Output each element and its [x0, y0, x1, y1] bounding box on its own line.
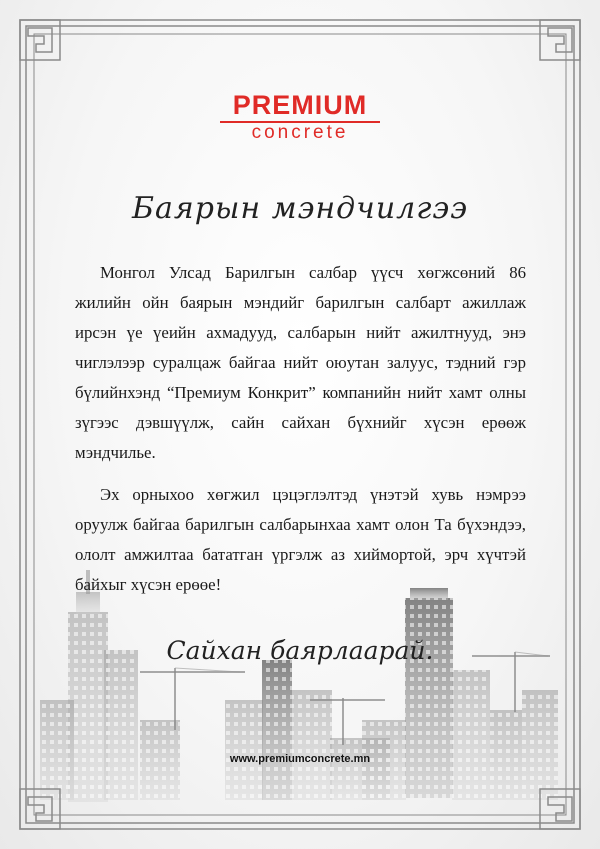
logo-brand-text: PREMIUM	[232, 90, 368, 120]
premium-concrete-logo	[0, 92, 600, 143]
letter-paragraph-1: Монгол Улсад Барилгын салбар үүсч хөгжсөний 86 жилийн ойн баярын мэндийг барилгын салбарт ажиллаж ирсэн үе үеийн ахмадууд, салбарын нийт ажилтнууд, энэ чиглэлээр суралцаж байгаа нийт оюутан залуус, тэдний гэр бүлийнхэнд “Премиум Конкрит” компанийн нийт хамт олны зүгээс дэвшүүлж, сайн сайхан бүхнийг хүсэн ерөөж мэндчилье.	[75, 263, 526, 462]
letter-closing: Сайхан баярлаарай.	[166, 636, 434, 665]
logo-sub-text: concrete	[251, 122, 349, 143]
letter-paragraph-2: Эх орныхоо хөгжил цэцэглэлтэд үнэтэй хувь нэмрээ оруулж байгаа барилгын салбарынхаа хамт олон Та бүхэндээ, ололт амжилтаа бататган үргэлж аз хиймортой, эрч хүчтэй байхыг хүсэн ерөөе!	[75, 485, 526, 594]
website-url[interactable]: www.premiumconcrete.mn	[229, 753, 371, 765]
letter-title: Баярын мэндчилгээ	[131, 191, 469, 226]
